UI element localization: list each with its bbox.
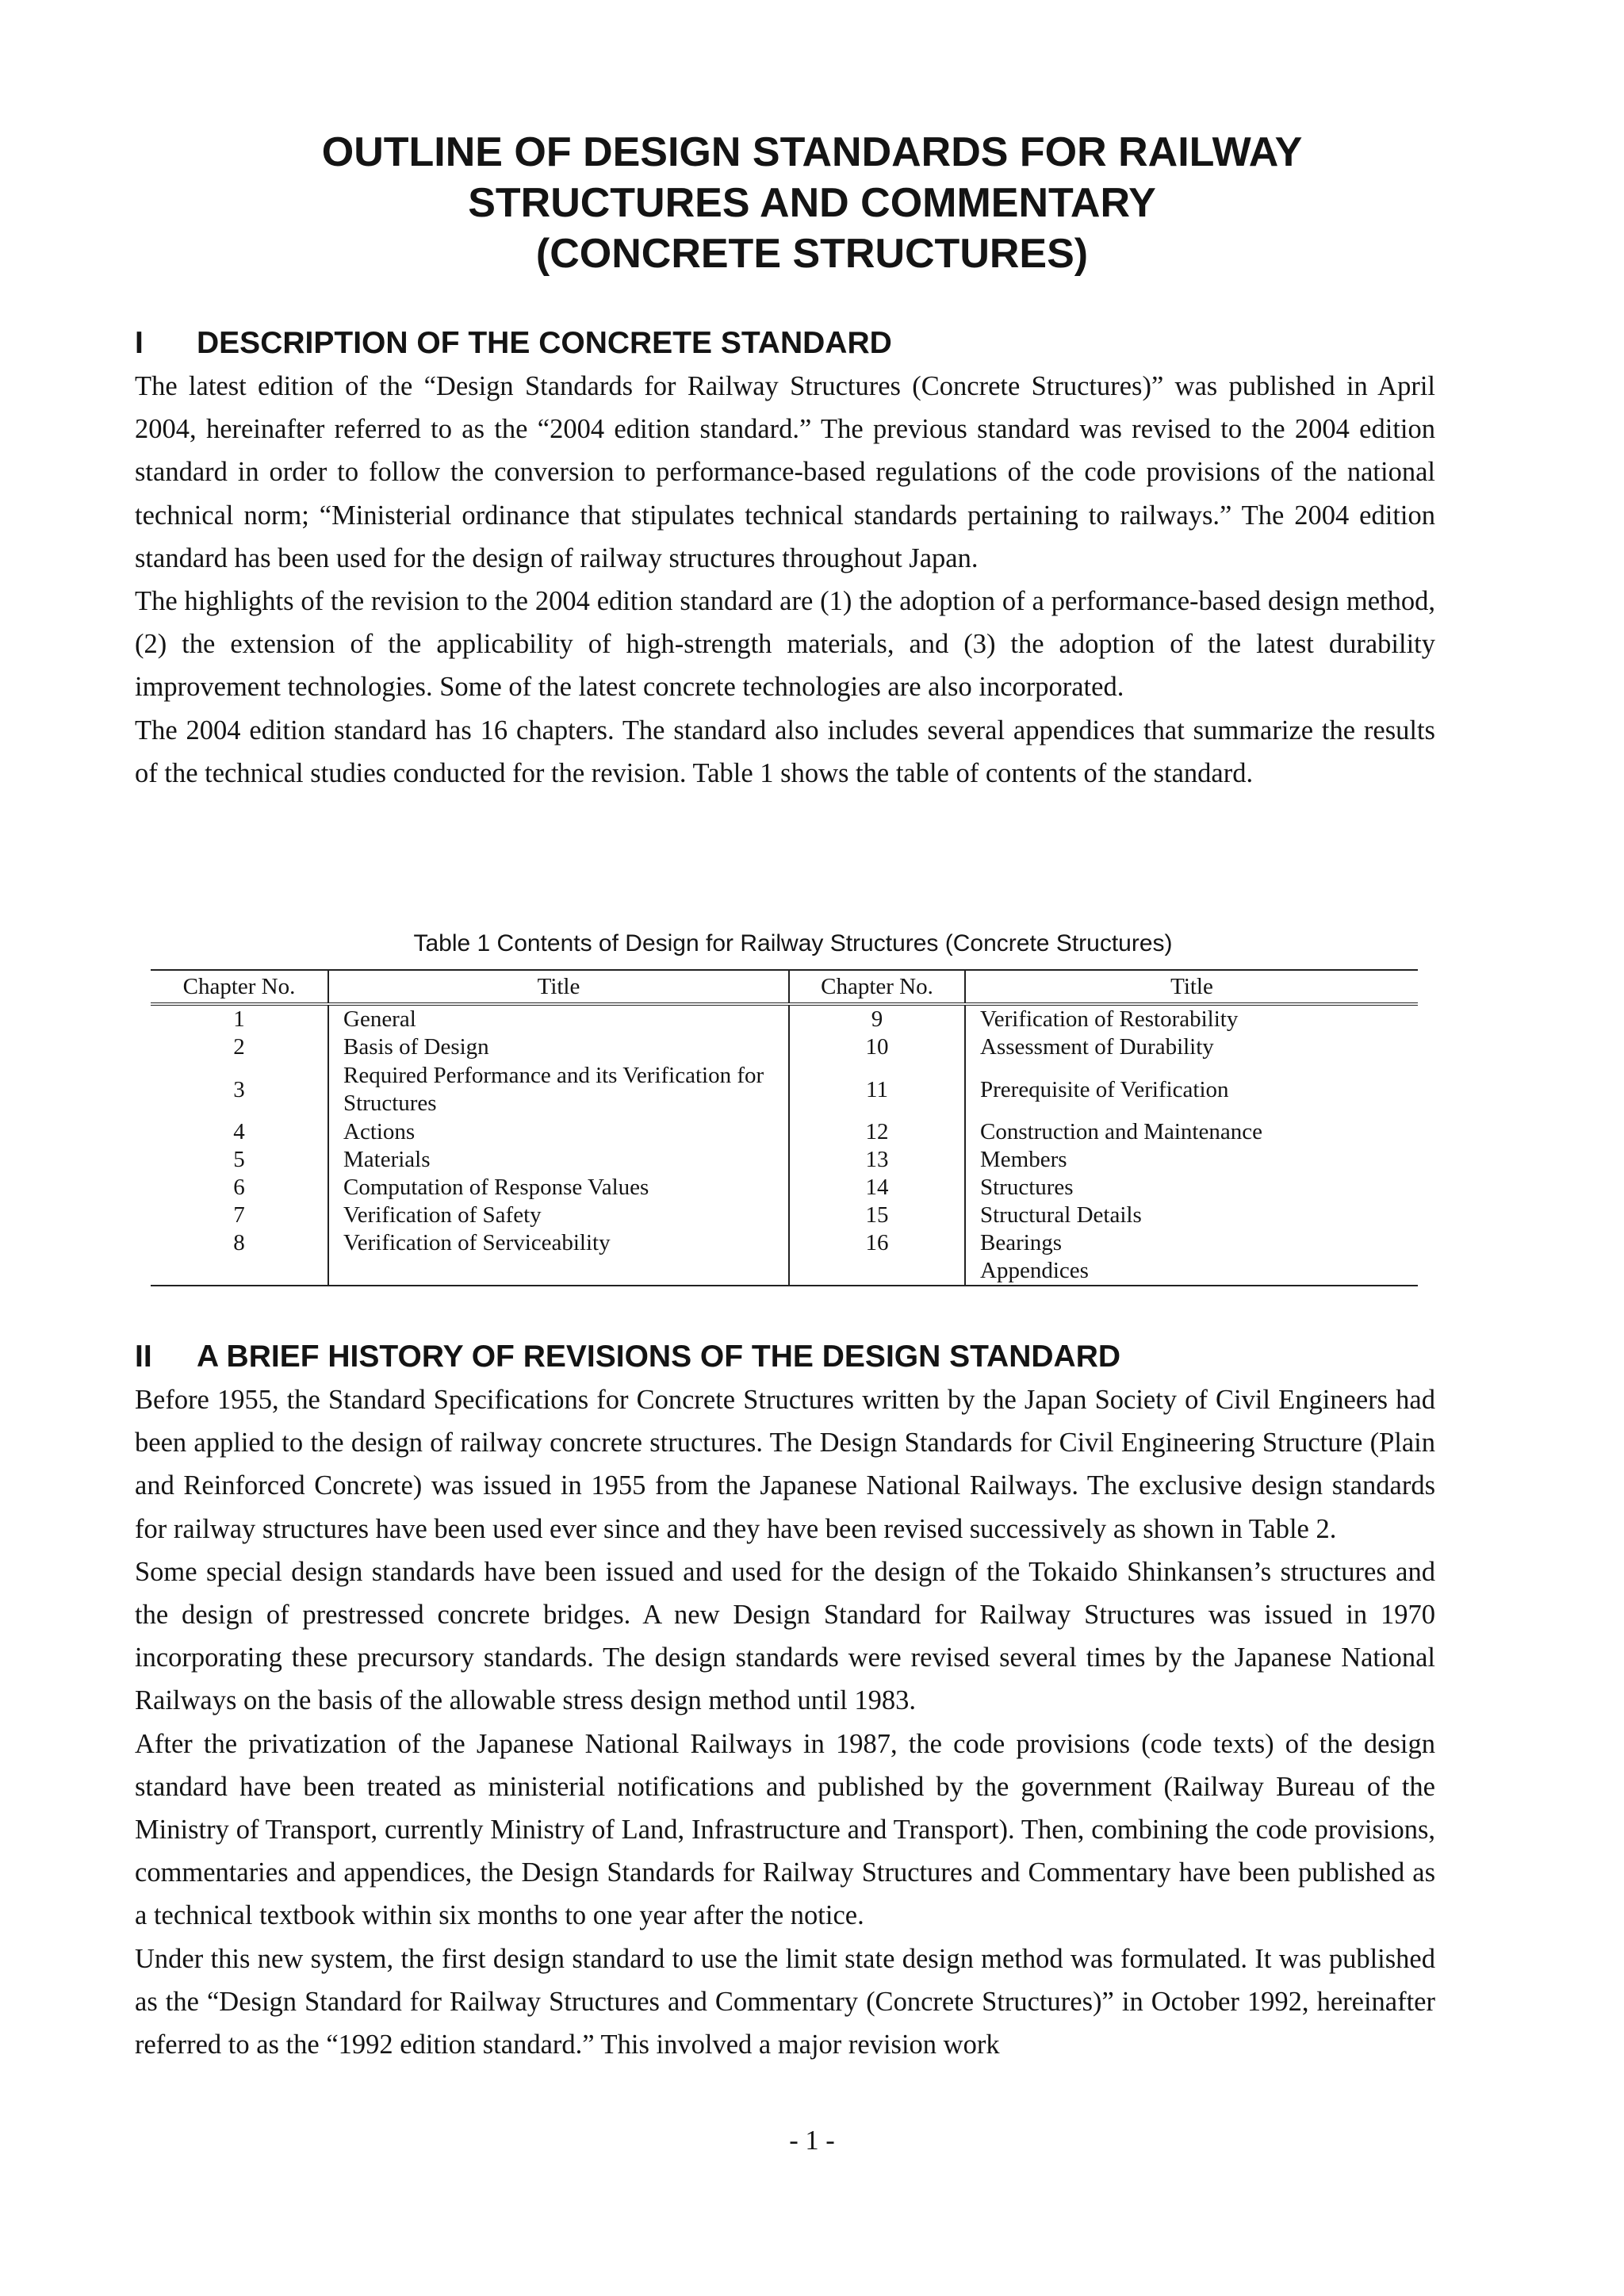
table-1-contents	[151, 969, 1418, 1286]
section-2-heading	[135, 1339, 1120, 1375]
table-cell: Actions	[328, 1118, 789, 1146]
table-cell	[151, 1257, 328, 1286]
paragraph: The 2004 edition standard has 16 chapters. The standard also includes several appendices that summarize the results of the technical studies conducted for the revision. Table 1 shows the table of contents of the standard.	[135, 715, 1435, 788]
table-cell: Construction and Maintenance	[965, 1118, 1418, 1146]
paragraph: Some special design standards have been issued and used for the design of the Tokaido Shinkansen’s structures and the design of prestressed concrete bridges. A new Design Standard for Railway Structures was issued in 1970 incorporating these precursory standards. The design standards were revised several times by the Japanese National Railways on the basis of the allowable stress design method until 1983.	[135, 1556, 1435, 1716]
table-row	[151, 1146, 1418, 1174]
table-cell: 5	[233, 1147, 245, 1172]
table-cell: 15	[789, 1202, 965, 1229]
table-cell: General	[328, 1004, 789, 1033]
section-1-number: I	[135, 326, 144, 360]
table-row	[151, 1174, 1418, 1202]
table-row	[151, 1257, 1418, 1286]
table-cell: Required Performance and its Verification for Structures	[328, 1061, 789, 1118]
table-cell: 13	[789, 1146, 965, 1174]
paragraph: The highlights of the revision to the 2004 edition standard are (1) the adoption of a performance-based design method, (2) the extension of the applicability of high-strength materials, and (3) the adoption of the latest durability improvement technologies. Some of the latest concrete technologies are also incorporated.	[135, 586, 1435, 703]
table-row	[151, 1229, 1418, 1257]
title-line-1: OUTLINE OF DESIGN STANDARDS FOR RAILWAY	[321, 129, 1303, 175]
table-cell: Verification of Safety	[328, 1202, 789, 1229]
table-cell: Verification of Restorability	[965, 1004, 1418, 1033]
document-title	[0, 127, 1624, 279]
page-number: - 1 -	[789, 2125, 835, 2156]
column-header-chapter-no: Chapter No.	[789, 970, 965, 1004]
table-header-row	[151, 970, 1418, 1004]
title-line-2: STRUCTURES AND COMMENTARY	[468, 180, 1156, 226]
table-cell: 7	[233, 1202, 245, 1228]
table-cell: 16	[789, 1229, 965, 1257]
paragraph: The latest edition of the “Design Standards for Railway Structures (Concrete Structures)” was published in April 2004, hereinafter referred to as the “2004 edition standard.” The previous standard was revised to the 2004 edition standard in order to follow the conversion to performance-based regulations of the code provisions of the national technical norm; “Ministerial ordinance that stipulates technical standards pertaining to railways.” The 2004 edition standard has been used for the design of railway structures throughout Japan.	[135, 371, 1435, 573]
table-cell: Structural Details	[965, 1202, 1418, 1229]
paragraph: Before 1955, the Standard Specifications for Concrete Structures written by the Japan Society of Civil Engineers had been applied to the design of railway concrete structures. The Design Standards for Civil Engineering Structure (Plain and Reinforced Concrete) was issued in 1955 from the Japanese National Railways. The exclusive design standards for railway structures have been used ever since and they have been revised successively as shown in Table 2.	[135, 1385, 1435, 1544]
column-header-title: Title	[328, 970, 789, 1004]
table-row	[151, 1118, 1418, 1146]
section-1-body	[135, 365, 1435, 795]
section-1-title: DESCRIPTION OF THE CONCRETE STANDARD	[197, 326, 892, 360]
table-cell: 6	[233, 1175, 245, 1200]
table-row	[151, 1202, 1418, 1229]
table-cell: 14	[789, 1174, 965, 1202]
table-cell: 9	[789, 1004, 965, 1033]
table-1-caption: Table 1 Contents of Design for Railway Structures (Concrete Structures)	[413, 930, 1173, 956]
table-cell: Structures	[965, 1174, 1418, 1202]
table-cell: 12	[789, 1118, 965, 1146]
table-cell: 1	[233, 1006, 245, 1032]
table-cell: 2	[233, 1034, 245, 1060]
table-cell: Verification of Serviceability	[328, 1229, 789, 1257]
table-cell: 4	[233, 1119, 245, 1144]
table-row	[151, 1061, 1418, 1118]
table-cell: 10	[789, 1033, 965, 1061]
table-cell: Members	[965, 1146, 1418, 1174]
column-header-title: Title	[965, 970, 1418, 1004]
table-cell: 8	[233, 1230, 245, 1255]
table-cell: Basis of Design	[328, 1033, 789, 1061]
table-cell: Prerequisite of Verification	[965, 1061, 1418, 1118]
section-2-title: A BRIEF HISTORY OF REVISIONS OF THE DESIGN STANDARD	[197, 1340, 1121, 1374]
table-cell: 3	[233, 1076, 245, 1102]
section-2-number: II	[135, 1340, 152, 1374]
table-cell	[789, 1257, 965, 1286]
table-row	[151, 1033, 1418, 1061]
section-2-body	[135, 1378, 1435, 2066]
section-1-heading	[135, 325, 892, 362]
table-cell: Computation of Response Values	[328, 1174, 789, 1202]
table-cell: Assessment of Durability	[965, 1033, 1418, 1061]
table-cell: Bearings	[965, 1229, 1418, 1257]
table-cell: Materials	[328, 1146, 789, 1174]
column-header-chapter-no: Chapter No.	[151, 970, 328, 1004]
table-cell: Appendices	[965, 1257, 1418, 1286]
table-row	[151, 1004, 1418, 1033]
title-line-3: (CONCRETE STRUCTURES)	[535, 231, 1089, 277]
paragraph: Under this new system, the first design standard to use the limit state design method was formulated. It was published as the “Design Standard for Railway Structures and Commentary (Concrete Structures)” in October 1992, hereinafter referred to as the “1992 edition standard.” This involved a major revision work	[135, 1943, 1435, 2060]
paragraph: After the privatization of the Japanese National Railways in 1987, the code provisions (code texts) of the design standard have been treated as ministerial notifications and published by the government (Railway Bureau of the Ministry of Transport, currently Ministry of Land, Infrastructure and Transport). Then, combining the code provisions, commentaries and appendices, the Design Standards for Railway Structures and Commentary have been published as a technical textbook within six months to one year after the notice.	[135, 1728, 1435, 1931]
table-cell: 11	[789, 1061, 965, 1118]
table-cell	[328, 1257, 789, 1286]
